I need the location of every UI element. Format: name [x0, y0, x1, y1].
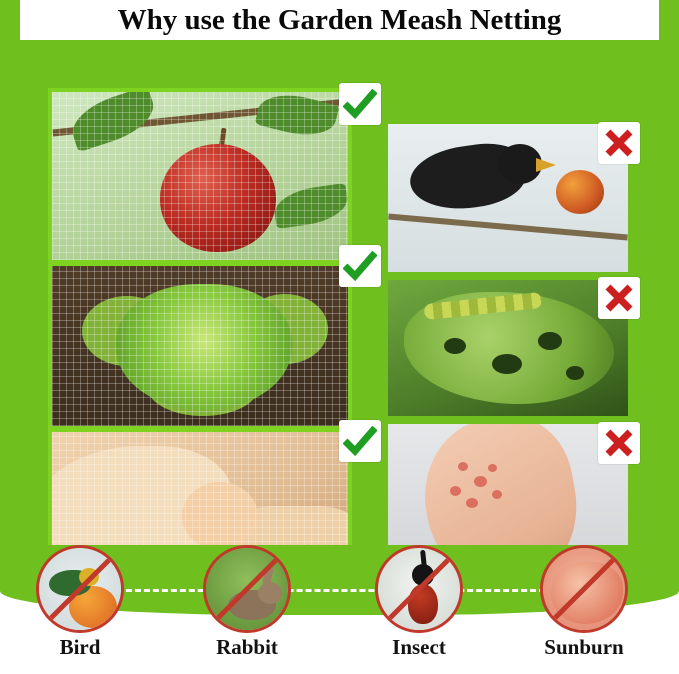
lettuce-with-mesh-photo — [48, 262, 352, 430]
pest-item-rabbit — [199, 545, 295, 660]
title-band-right — [659, 0, 679, 40]
leaf-hole — [566, 366, 584, 380]
pest-label-insect: Insect — [392, 635, 446, 659]
bird-prohibited-icon — [36, 545, 124, 633]
rash-spot — [474, 476, 487, 487]
rabbit-head — [258, 582, 282, 604]
damaged-fruit — [556, 170, 604, 214]
pest-label-sunburn: Sunburn — [544, 635, 624, 659]
leaf-hole — [492, 354, 522, 374]
cross-mark-icon — [598, 422, 640, 464]
leaf-hole — [538, 332, 562, 350]
baby-head — [182, 482, 258, 550]
rabbit-prohibited-icon — [203, 545, 291, 633]
cross-mark-icon — [598, 122, 640, 164]
sunburn-prohibited-icon — [540, 545, 628, 633]
bottom-pest-strip — [0, 545, 679, 674]
dashed-connector-line — [90, 589, 590, 594]
check-mark-icon — [339, 420, 381, 462]
rash-spot — [458, 462, 468, 471]
lettuce-head — [116, 284, 292, 410]
title-band-left — [0, 0, 20, 40]
rash-spot — [488, 464, 497, 472]
title-banner — [0, 0, 679, 40]
check-mark-icon — [339, 83, 381, 125]
comparison-panel — [0, 40, 679, 545]
pest-label-rabbit: Rabbit — [216, 635, 278, 659]
apple-with-mesh-photo — [48, 88, 352, 264]
page-title: Why use the Garden Meash Netting — [117, 3, 562, 36]
insect-prohibited-icon — [375, 545, 463, 633]
caterpillar-on-leaf-photo — [388, 280, 628, 416]
check-mark-icon — [339, 245, 381, 287]
pest-item-insect — [371, 545, 467, 660]
bird-eating-fruit-photo — [388, 124, 628, 272]
rash-spot — [492, 490, 502, 499]
rash-spot — [450, 486, 461, 496]
pest-item-bird — [32, 545, 128, 660]
apple-fruit — [160, 144, 276, 252]
cross-mark-icon — [598, 277, 640, 319]
rash-spot — [466, 498, 478, 508]
leaf-hole — [444, 338, 466, 354]
pest-label-bird: Bird — [59, 635, 101, 659]
pest-item-sunburn — [536, 545, 632, 660]
bird-beak — [536, 158, 556, 172]
